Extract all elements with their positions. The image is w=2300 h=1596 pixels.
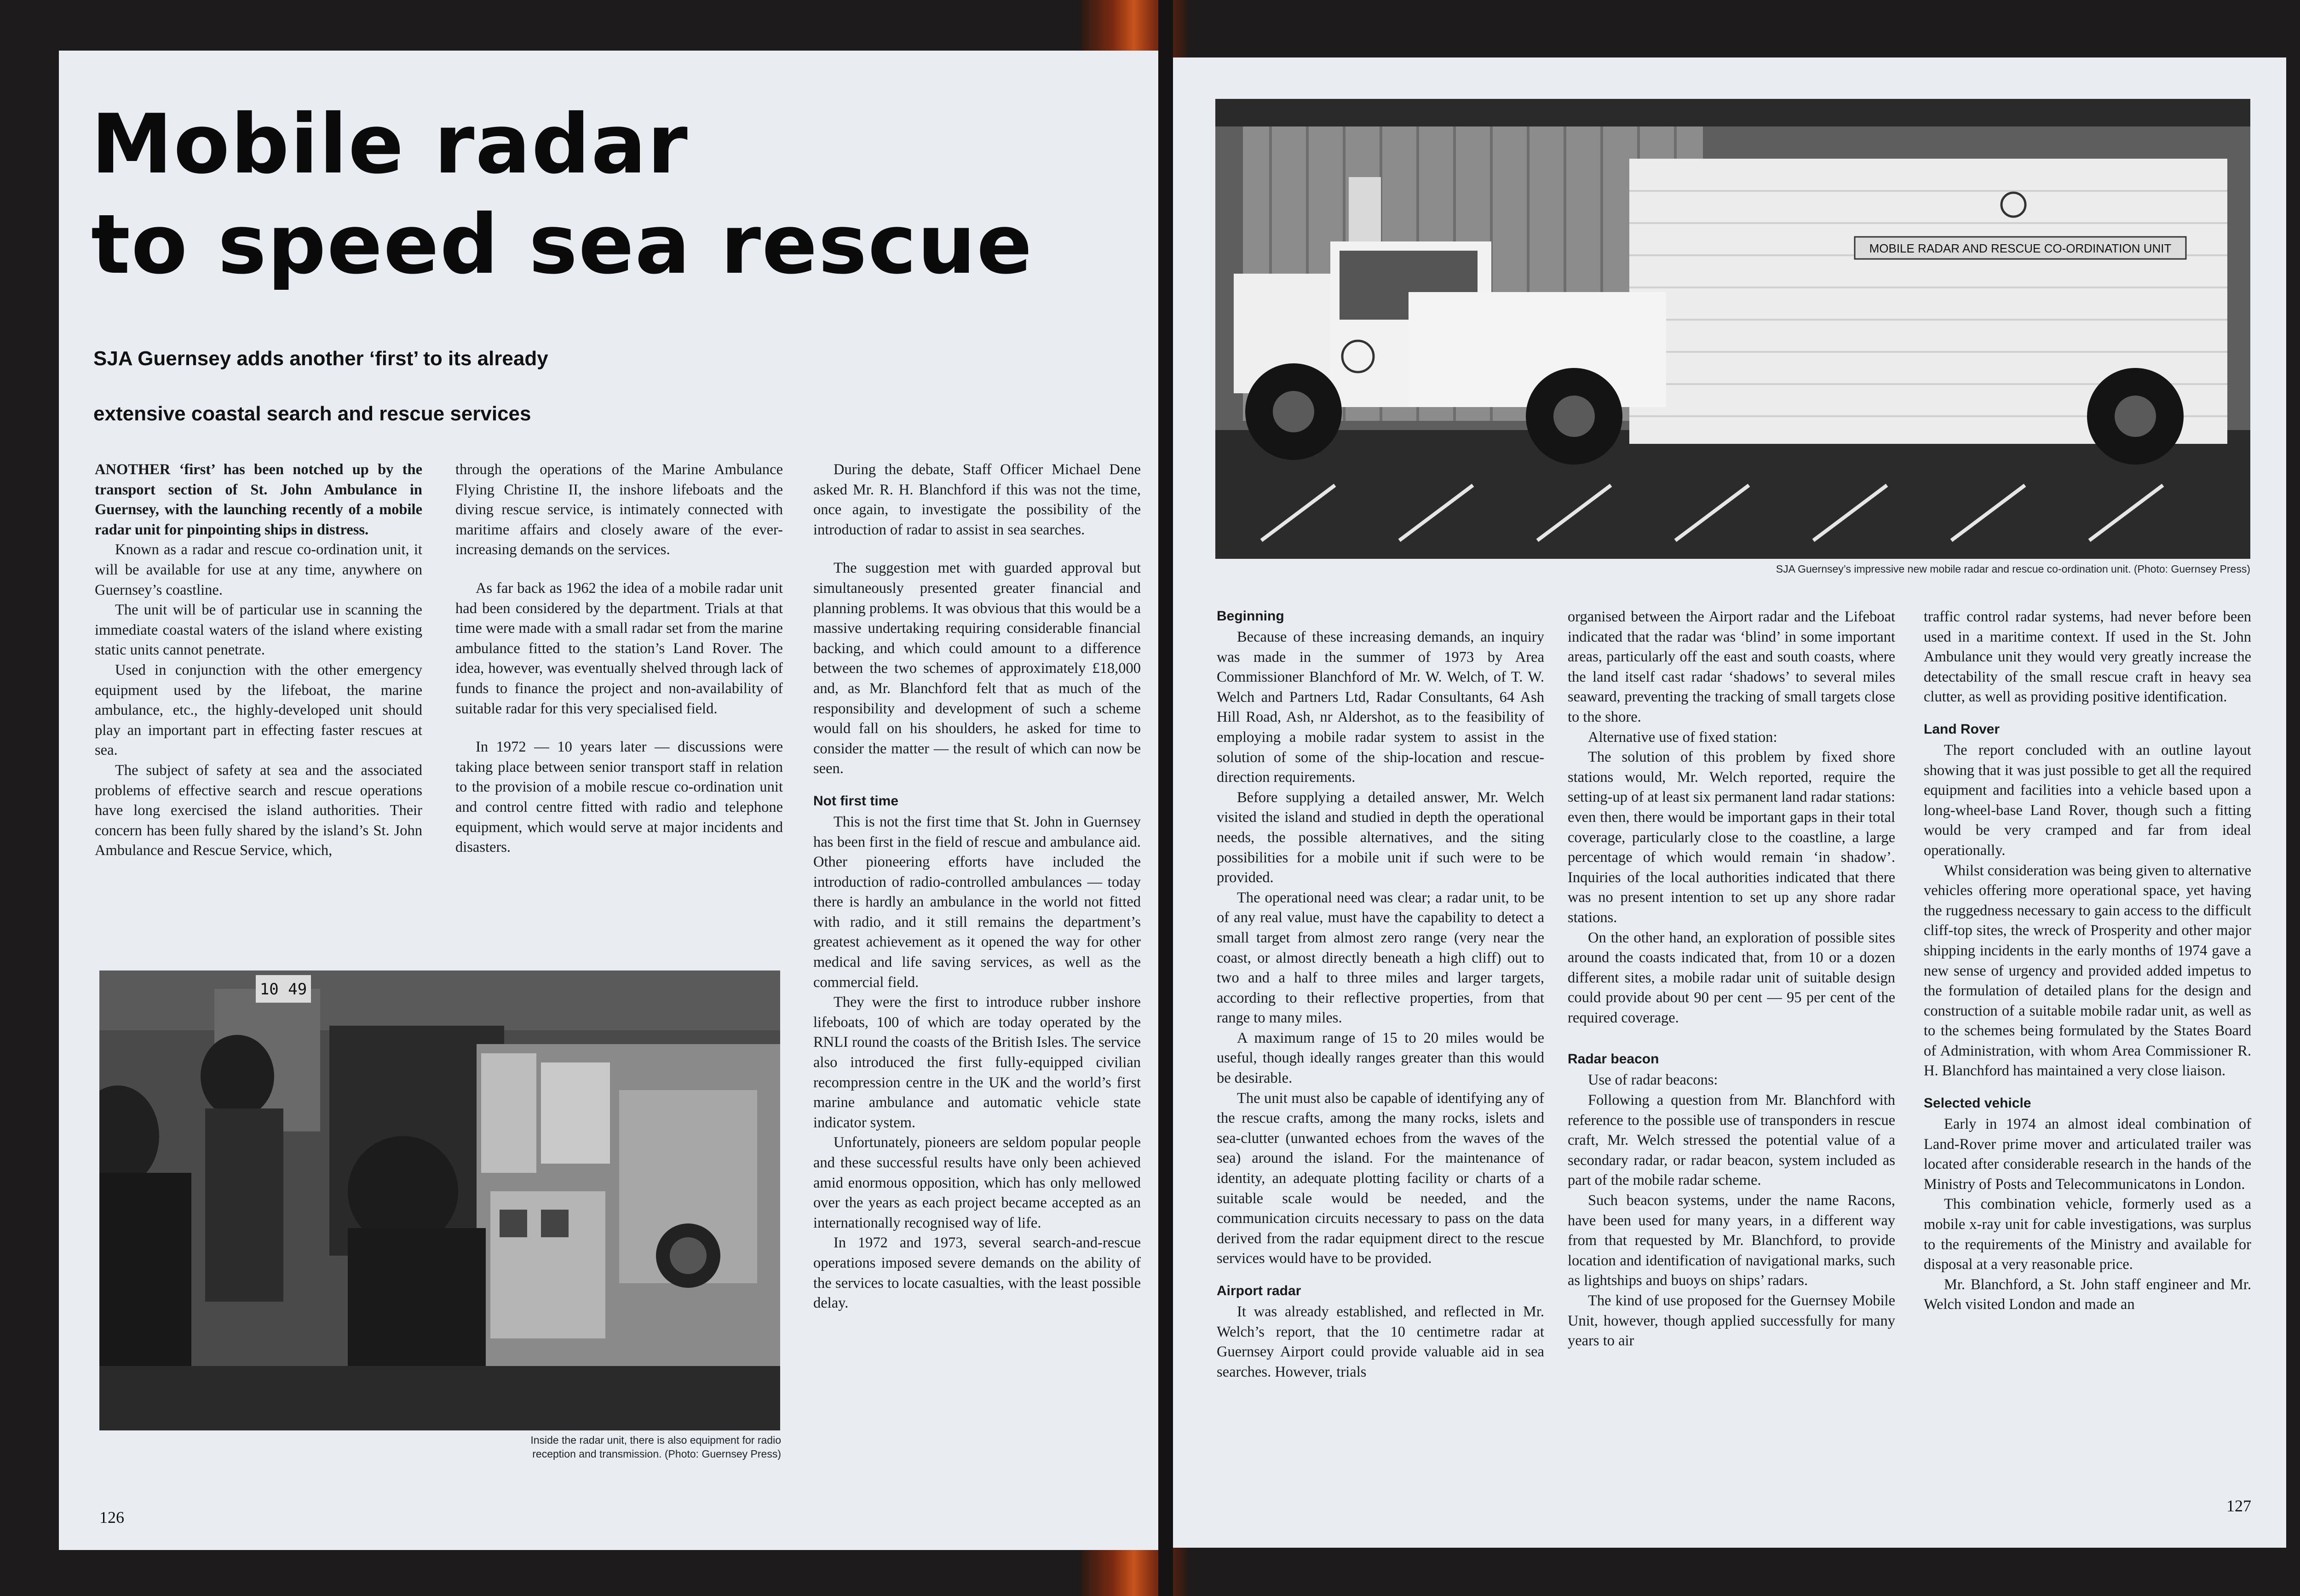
paragraph: The operational need was clear; a radar unit, to be of any real value, must have the capability to detect a small target from almost zero range (very near the coast, or almost directly beneath a high cliff) out to two and a half to three miles and larger targets, according to their reflective properties, from that range to many miles. bbox=[1217, 889, 1544, 1027]
headline bbox=[91, 94, 1033, 295]
paragraph: Known as a radar and rescue co-ordination unit, it will be available for use at any time, anywhere on Guernsey’s coastline. bbox=[95, 541, 422, 598]
paragraph: During the debate, Staff Officer Michael Dene asked Mr. R. H. Blanchford if this was not the time, once again, to investigate the possibility of the introduction of radar to assist in sea searches. bbox=[813, 461, 1141, 538]
lead-paragraph: ANOTHER ‘first’ has been notched up by the transport section of St. John Ambulance in Guernsey, with the launching recently of a mobile radar unit for pinpointing ships in distress. bbox=[95, 461, 422, 538]
subheading-land-rover: Land Rover bbox=[1924, 721, 2000, 737]
radar-room-caption: Inside the radar unit, there is also equipment for radio reception and transmission. (Photo: Guernsey Press) bbox=[530, 1434, 781, 1460]
page-number-left: 126 bbox=[99, 1508, 124, 1527]
subheading-beginning: Beginning bbox=[1217, 609, 1284, 624]
paragraph: The report concluded with an outline layout showing that it was just possible to get all the required equipment and facilities into a vehicle based upon a long-wheel-base Land Rover, though such a fitting would be very cramped and far from ideal operationally. bbox=[1924, 741, 2251, 859]
paragraph: Alternative use of fixed station: bbox=[1588, 729, 1777, 746]
subheading-not-first-time: Not first time bbox=[813, 793, 899, 809]
paragraph: Mr. Blanchford, a St. John staff engineer and Mr. Welch visited London and made an bbox=[1924, 1276, 2251, 1313]
paragraph: The suggestion met with guarded approval but simultaneously presented greater financial and planning problems. It was obvious that this would be a massive undertaking requiring considerable financial backing, and which could amount to a difference between the two schemes of approximately £18,000 and, as Mr. Blanchford felt that as much of the responsibility and development of such a scheme would fall on his shoulders, he asked for time to consider the matter — the result of which can now be seen. bbox=[813, 560, 1141, 777]
paragraph: The subject of safety at sea and the associated problems of effective search and rescue operations have long exercised the island authorities. Their concern has been fully shared by the island’s St. John Ambulance and Rescue Service, which, bbox=[95, 762, 422, 859]
subheading-airport-radar: Airport radar bbox=[1217, 1283, 1301, 1298]
paragraph: A maximum range of 15 to 20 miles would be useful, though ideally ranges greater than this would be desirable. bbox=[1217, 1029, 1544, 1087]
right-page bbox=[1173, 57, 2286, 1548]
right-column-2 bbox=[1568, 607, 1895, 1351]
paragraph: The unit must also be capable of identifying any of the rescue crafts, among the many rocks, islets and sea-clutter (unwanted echoes from the waves of the sea) around the island. For the maintenance of identity, an adequate plotting facility or charts of a suitable scale would be needed, and the communication circuits necessary to pass on the data derived from the radar equipment direct to the rescue services would have to be provided. bbox=[1217, 1090, 1544, 1267]
paragraph: The kind of use proposed for the Guernsey Mobile Unit, however, though applied successfully for many years to air bbox=[1568, 1292, 1895, 1349]
paragraph: Because of these increasing demands, an inquiry was made in the summer of 1973 by Area Commissioner Blanchford of Mr. W. Welch, of T. W. Welch and Partners Ltd, Radar Consultants, 64 Ash Hill Road, Ash, nr Aldershot, as to the feasibility of employing a mobile radar system to assist in the solution of some of the ship-location and rescue-direction requirements. bbox=[1217, 629, 1544, 786]
paragraph: The unit will be of particular use in scanning the immediate coastal waters of the island where existing static units cannot penetrate. bbox=[95, 602, 422, 659]
subheading-selected-vehicle: Selected vehicle bbox=[1924, 1096, 2031, 1111]
paragraph: Early in 1974 an almost ideal combination of Land-Rover prime mover and articulated trailer was located after considerable research in the hands of the Ministry of Posts and Telecommunicatons in London. bbox=[1924, 1116, 2251, 1193]
radar-room-illustration bbox=[99, 970, 780, 1430]
paragraph: Whilst consideration was being given to alternative vehicles offering more operational space, yet having the ruggedness necessary to gain access to the difficult cliff-top sites, the wreck of Prosperity and other major shipping incidents in the early months of 1974 gave a new sense of urgency and provided added impetus to the formulation of detailed plans for the design and construction of a suitable mobile radar unit, as well as to the schemes being formulated by the States Board of Administration, with whom Area Commissioner R. H. Blanchford has maintained a very close liaison. bbox=[1924, 862, 2251, 1079]
right-column-1 bbox=[1217, 607, 1544, 1382]
standfirst-line-2: extensive coastal search and rescue services bbox=[93, 402, 531, 425]
vehicle-illustration bbox=[1215, 99, 2250, 559]
subheading-radar-beacon: Radar beacon bbox=[1568, 1051, 1659, 1067]
paragraph: The solution of this problem by fixed shore stations would, Mr. Welch reported, require the setting-up of at least six permanent land radar stations: even then, there would be important gaps in their total coverage, particularly close to the coastline, a large percentage of which would remain ‘in shadow’. Inquiries of the local authorities indicated that there was no present intention to set up any shore radar stations. bbox=[1568, 749, 1895, 926]
paragraph: Following a question from Mr. Blanchford with reference to the possible use of transponders in rescue craft, Mr. Welch stressed the potential value of a secondary radar, or radar beacon, system included as part of the mobile radar scheme. bbox=[1568, 1092, 1895, 1189]
paragraph: They were the first to introduce rubber inshore lifeboats, 100 of which are today operated by the RNLI round the coasts of the British Isles. The service also introduced the first fully-equipped civilian recompression centre in the UK and the world’s first marine ambulance and automatic vehicle state indicator system. bbox=[813, 994, 1141, 1131]
gutter bbox=[1158, 0, 1173, 1596]
standfirst-line-1: SJA Guernsey adds another ‘first’ to its already bbox=[93, 347, 548, 370]
paragraph: This is not the first time that St. John in Guernsey has been first in the field of rescue and ambulance aid. Other pioneering efforts have included the introduction of radio-controlled ambulances — today there is hardly an ambulance in the world not fitted with radio, and it still remains the department’s greatest achievement as it opened the way for other medical and life saving services, as well as the commercial field. bbox=[813, 813, 1141, 991]
wall-clock-readout: 10 49 bbox=[259, 980, 307, 999]
paragraph: organised between the Airport radar and the Lifeboat indicated that the radar was ‘blind’ in some important areas, particularly off the east and south coasts, where the land itself cast radar ‘shadows’ to several miles seaward, preventing the tracking of small targets close to the shore. bbox=[1568, 609, 1895, 725]
page-number-right: 127 bbox=[2226, 1497, 2251, 1515]
right-column-3 bbox=[1924, 607, 2251, 1315]
paragraph: As far back as 1962 the idea of a mobile radar unit had been considered by the department. Trials at that time were made with a small radar set from the marine ambulance fitted to the station’s Land Rover. The idea, however, was eventually shelved through lack of funds to finance the project and non-availability of suitable radar for this very specialised field. bbox=[455, 580, 783, 717]
paragraph: Used in conjunction with the other emergency equipment used by the lifeboat, the marine ambulance, etc., the highly-developed unit should play an important part in effecting faster rescues at sea. bbox=[95, 661, 422, 759]
paragraph: Unfortunately, pioneers are seldom popular people and these successful results have only been achieved amid enormous opposition, which has only mellowed over the years as each project became accepted as an internationally recognised way of life. bbox=[813, 1134, 1141, 1231]
trailer-sign: MOBILE RADAR AND RESCUE CO-ORDINATION UNIT bbox=[1869, 241, 2172, 255]
paragraph: It was already established, and reflected in Mr. Welch’s report, that the 10 centimetre radar at Guernsey Airport could provide valuable aid in sea searches. However, trials bbox=[1217, 1303, 1544, 1380]
paragraph: Before supplying a detailed answer, Mr. Welch visited the island and studied in depth the operational needs, the possible alternatives, and the siting possibilities for a mobile unit if such were to be provided. bbox=[1217, 789, 1544, 886]
vehicle-caption: SJA Guernsey’s impressive new mobile radar and rescue co-ordination unit. (Photo: Guernsey Press) bbox=[1776, 563, 2250, 575]
left-column-2 bbox=[455, 460, 783, 858]
paragraph: In 1972 and 1973, several search-and-rescue operations imposed severe demands on the ability of the services to locate casualties, with the least possible delay. bbox=[813, 1234, 1141, 1312]
paragraph: On the other hand, an exploration of possible sites around the coasts indicated that, from 10 or a dozen different sites, a mobile radar unit of suitable design could provide about 90 per cent — 95 per cent of the required coverage. bbox=[1568, 929, 1895, 1026]
paragraph: This combination vehicle, formerly used as a mobile x-ray unit for cable investigations, was surplus to the requirements of the Ministry and available for disposal at a very reasonable price. bbox=[1924, 1196, 2251, 1273]
headline-line-2: to speed sea rescue bbox=[91, 197, 1033, 292]
radar-room-photo bbox=[99, 970, 780, 1430]
left-column-3 bbox=[813, 460, 1141, 1314]
left-page bbox=[59, 51, 1158, 1550]
paragraph: traffic control radar systems, had never before been used in a maritime context. If used in the St. John Ambulance unit they would very greatly increase the detectability of the small rescue craft in heavy sea clutter, as well as providing positive identification. bbox=[1924, 609, 2251, 706]
headline-line-1: Mobile radar bbox=[91, 97, 689, 192]
standfirst bbox=[93, 331, 829, 442]
left-column-1 bbox=[95, 460, 422, 861]
paragraph: Use of radar beacons: bbox=[1588, 1072, 1718, 1089]
paragraph: Such beacon systems, under the name Racons, have been used for many years, in a different way from that requested by Mr. Blanchford, to provide location and identification of navigational marks, such as lightships and buoys on ships’ radars. bbox=[1568, 1192, 1895, 1289]
vehicle-photo bbox=[1215, 99, 2250, 559]
paragraph: through the operations of the Marine Ambulance Flying Christine II, the inshore lifeboats and the diving rescue service, is intimately connected with maritime affairs and closely aware of the ever-increasing demands on the services. bbox=[455, 461, 783, 558]
paragraph: In 1972 — 10 years later — discussions were taking place between senior transport staff in relation to the provision of a mobile rescue co-ordination unit and control centre fitted with radio and telephone equipment, which would serve at major incidents and disasters. bbox=[455, 739, 783, 856]
